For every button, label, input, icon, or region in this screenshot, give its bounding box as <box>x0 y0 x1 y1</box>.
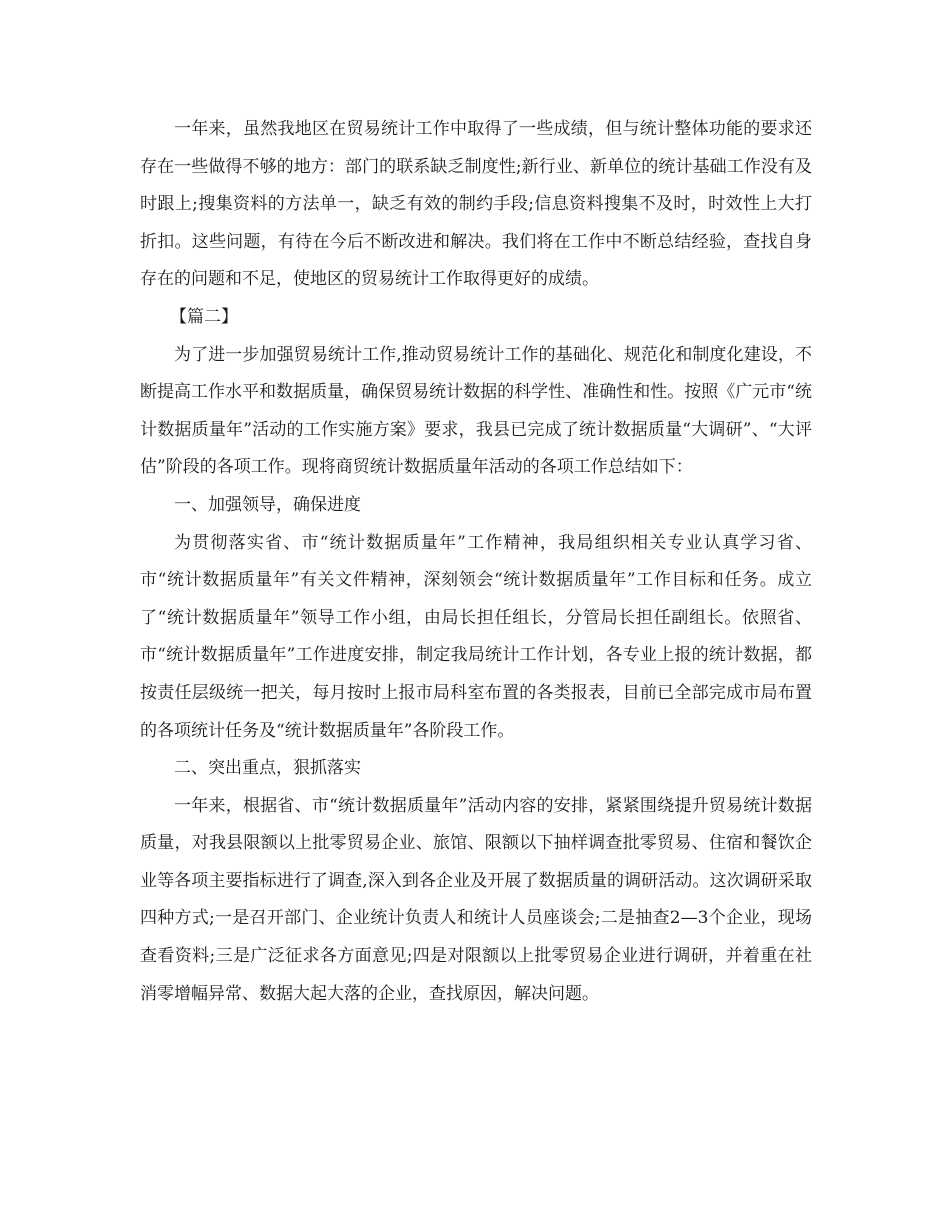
paragraph-summary-shortcomings: 一年来，虽然我地区在贸易统计工作中取得了一些成绩，但与统计整体功能的要求还存在一些做得不够的地方：部门的联系缺乏制度性;新行业、新单位的统计基础工作没有及时跟上;搜集资料的方法单一，缺乏有效的制约手段;信息资料搜集不及时，时效性上大打折扣。这些问题，有待在今后不断改进和解决。我们将在工作中不断总结经验，查找自身存在的问题和不足，使地区的贸易统计工作取得更好的成绩。 <box>140 119 812 290</box>
heading-focus-implementation: 二、突出重点，狠抓落实 <box>174 758 361 779</box>
section-title-part-two: 【篇二】 <box>170 306 238 327</box>
paragraph-leadership-details: 为贯彻落实省、市“统计数据质量年”工作精神，我局组织相关专业认真学习省、市“统计数据质量年”有关文件精神，深刻领会“统计数据质量年”工作目标和任务。成立了“统计数据质量年”领导工作小组，由局长担任组长，分管局长担任副组长。依照省、市“统计数据质量年”工作进度安排，制定我局统计工作计划，各专业上报的统计数据，都按责任层级统一把关，每月按时上报市局科室布置的各类报表，目前已全部完成市局布置的各项统计任务及“统计数据质量年”各阶段工作。 <box>140 532 812 741</box>
heading-leadership-progress: 一、加强领导，确保进度 <box>174 494 361 515</box>
paragraph-focus-details: 一年来，根据省、市“统计数据质量年”活动内容的安排，紧紧围绕提升贸易统计数据质量，对我县限额以上批零贸易企业、旅馆、限额以下抽样调查批零贸易、住宿和餐饮企业等各项主要指标进行了调查,深入到各企业及开展了数据质量的调研活动。这次调研采取四种方式;一是召开部门、企业统计负责人和统计人员座谈会;二是抽查2—3个企业，现场查看资料;三是广泛征求各方面意见;四是对限额以上批零贸易企业进行调研，并着重在社消零增幅异常、数据大起大落的企业，查找原因，解决问题。 <box>140 795 812 1004</box>
paragraph-intro-part-two: 为了进一步加强贸易统计工作,推动贸易统计工作的基础化、规范化和制度化建设，不断提高工作水平和数据质量，确保贸易统计数据的科学性、准确性和性。按照《广元市“统计数据质量年”活动的工作实施方案》要求，我县已完成了统计数据质量“大调研”、“大评估”阶段的各项工作。现将商贸统计数据质量年活动的各项工作总结如下： <box>140 344 812 478</box>
document-body <box>140 111 812 1013</box>
